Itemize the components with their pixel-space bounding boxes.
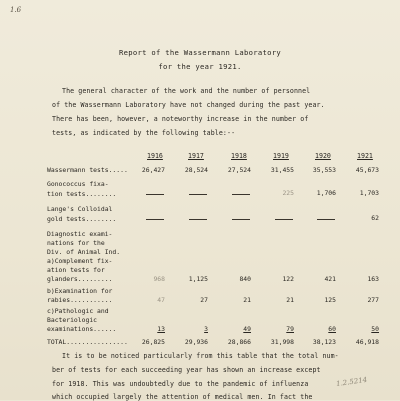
cell-rabies-1920: 125 <box>324 296 336 304</box>
row-label-gonococcus-1: Gonococcus fixa- <box>47 180 109 188</box>
cell-glanders-1919: 122 <box>282 275 294 283</box>
closing-line-2: ber of tests for each succeeding year has shown an increase except <box>52 366 321 374</box>
cell-total-1917: 29,936 <box>184 338 208 346</box>
closing-line-1: It is to be noticed particularly from this table that the total num- <box>62 352 339 360</box>
row-label-pathologic-3: examinations...... <box>47 325 117 333</box>
dash-lange-1917 <box>189 219 207 220</box>
row-label-diagnostic-1: Diagnostic exami- <box>47 230 113 238</box>
margin-handwritten-note: 1.2.5214 <box>335 375 368 389</box>
corner-page-note: 1.6 <box>10 6 22 14</box>
row-label-diagnostic-6: glanders......... <box>47 275 113 283</box>
cell-pathologic-1921: 50 <box>371 325 379 333</box>
row-label-wassermann: Wassermann tests..... <box>47 166 128 174</box>
cell-rabies-1921: 277 <box>367 296 379 304</box>
cell-pathologic-1916: 13 <box>157 325 165 333</box>
report-subtitle: for the year 1921. <box>158 62 242 71</box>
cell-wassermann-1919: 31,455 <box>270 166 294 174</box>
intro-line-2: of the Wassermann Laboratory have not changed during the past year. <box>52 101 325 109</box>
row-label-pathologic-2: Bacteriologic <box>47 316 98 324</box>
year-header-1917: 1917 <box>188 152 204 160</box>
cell-total-1920: 38,123 <box>312 338 336 346</box>
dash-gonococcus-1916 <box>146 194 164 195</box>
closing-line-4: which occupied largely the attention of medical men. In fact the <box>52 393 313 401</box>
cell-glanders-1921: 163 <box>367 275 379 283</box>
cell-wassermann-1917: 28,524 <box>184 166 208 174</box>
cell-total-1916: 26,825 <box>141 338 165 346</box>
row-label-rabies-2: rabies........... <box>47 296 113 304</box>
dash-lange-1918 <box>232 219 250 220</box>
cell-glanders-1917: 1,125 <box>188 275 208 283</box>
intro-line-3: There has been, however, a noteworthy increase in the number of <box>52 115 309 123</box>
cell-rabies-1917: 27 <box>200 296 208 304</box>
dash-gonococcus-1918 <box>232 194 250 195</box>
row-label-rabies-1: b)Examination for <box>47 287 113 295</box>
year-header-1918: 1918 <box>231 152 247 160</box>
year-header-1920: 1920 <box>315 152 331 160</box>
cell-wassermann-1918: 27,524 <box>227 166 251 174</box>
cell-total-1918: 28,866 <box>227 338 251 346</box>
cell-pathologic-1919: 79 <box>286 325 294 333</box>
dash-lange-1920 <box>317 219 335 220</box>
dash-lange-1916 <box>146 219 164 220</box>
cell-wassermann-1916: 26,427 <box>141 166 165 174</box>
intro-line-1: The general character of the work and the number of personnel <box>62 87 311 95</box>
intro-line-4: tests, as indicated by the following table:-- <box>52 129 236 137</box>
report-title: Report of the Wassermann Laboratory <box>119 48 281 57</box>
cell-pathologic-1917: 3 <box>204 325 208 333</box>
year-header-1919: 1919 <box>273 152 289 160</box>
cell-glanders-1918: 840 <box>239 275 251 283</box>
cell-pathologic-1918: 49 <box>243 325 251 333</box>
cell-gonococcus-1921: 1,703 <box>359 189 379 197</box>
row-label-pathologic-1: c)Pathologic and <box>47 307 109 315</box>
cell-total-1921: 46,918 <box>355 338 379 346</box>
row-label-lange-1: Lange's Colloidal <box>47 205 113 213</box>
cell-wassermann-1920: 35,553 <box>312 166 336 174</box>
dash-lange-1919 <box>275 219 293 220</box>
cell-rabies-1918: 21 <box>243 296 251 304</box>
row-label-diagnostic-4: a)Complement fix- <box>47 257 113 265</box>
cell-glanders-1916: 968 <box>153 275 165 283</box>
cell-lange-1921: 62 <box>371 214 379 222</box>
row-label-diagnostic-5: ation tests for <box>47 266 105 274</box>
row-label-diagnostic-2: nations for the <box>47 239 105 247</box>
cell-rabies-1919: 21 <box>286 296 294 304</box>
cell-wassermann-1921: 45,673 <box>355 166 379 174</box>
year-header-1916: 1916 <box>147 152 163 160</box>
year-header-1921: 1921 <box>357 152 373 160</box>
cell-rabies-1916: 47 <box>157 296 165 304</box>
row-label-diagnostic-3: Div. of Animal Ind. <box>47 248 121 256</box>
cell-gonococcus-1920: 1,706 <box>316 189 336 197</box>
row-label-total: TOTAL................ <box>47 338 128 346</box>
row-label-lange-2: gold tests........ <box>47 215 117 223</box>
closing-line-3: for 1918. This was undoubtedly due to the pandemic of influenza <box>52 380 309 388</box>
cell-glanders-1920: 421 <box>324 275 336 283</box>
row-label-gonococcus-2: tion tests........ <box>47 190 117 198</box>
cell-gonococcus-1919: 225 <box>282 189 294 197</box>
dash-gonococcus-1917 <box>189 194 207 195</box>
cell-total-1919: 31,998 <box>270 338 294 346</box>
cell-pathologic-1920: 60 <box>328 325 336 333</box>
